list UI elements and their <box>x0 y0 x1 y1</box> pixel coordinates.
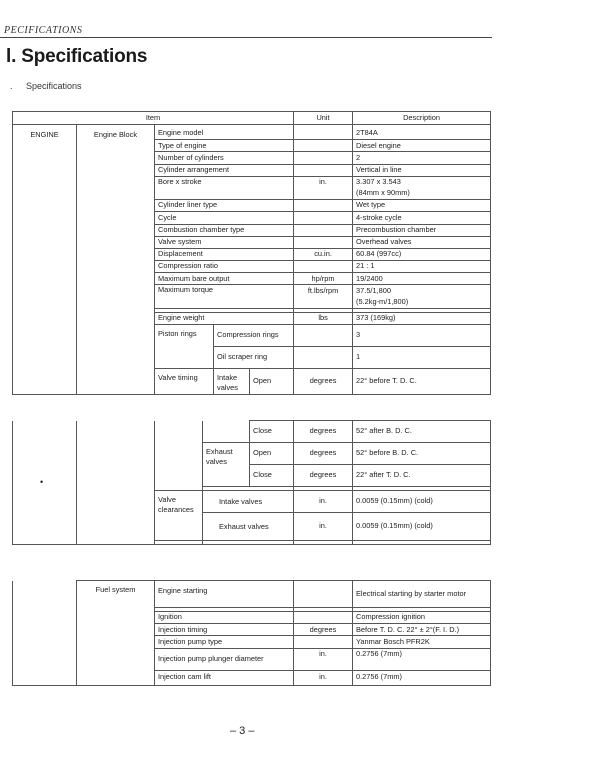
group-engine-block: Engine Block <box>77 128 155 395</box>
header-description: Description <box>353 112 491 125</box>
description-cell: Overhead valves <box>353 236 491 248</box>
page-title: l. Specifications <box>6 46 148 67</box>
description-cell: 0.2756 (7mm) <box>353 670 491 685</box>
item-cell: Maximum torque <box>155 285 294 308</box>
running-head: PECIFICATIONS <box>4 25 83 36</box>
item-cell: Cycle <box>155 212 294 224</box>
specifications-table <box>12 111 491 395</box>
description-cell: 0.2756 (7mm) <box>353 648 491 670</box>
description-cell: 52° before B. D. C. <box>353 443 491 465</box>
unit-cell <box>294 164 353 176</box>
unit-cell <box>294 636 353 648</box>
description-cell: 4-stroke cycle <box>353 212 491 224</box>
open-label: Open <box>250 369 294 395</box>
description-cell: Precombustion chamber <box>353 224 491 236</box>
unit-cell: lbs <box>294 312 353 324</box>
page-number: – 3 – <box>230 725 255 737</box>
item-cell: Oil scraper ring <box>214 347 294 369</box>
description-cell: Electrical starting by starter motor <box>353 581 491 608</box>
item-cell: Combustion chamber type <box>155 224 294 236</box>
unit-cell: in. <box>294 513 353 541</box>
clearance-intake-label: Intake valves <box>203 491 294 513</box>
description-cell: 3 <box>353 325 491 347</box>
item-cell: Cylinder arrangement <box>155 164 294 176</box>
description-cell: 2T84A <box>353 128 491 140</box>
description-cell: 19/2400 <box>353 273 491 285</box>
item-cell: Compression ratio <box>155 261 294 273</box>
unit-cell: hp/rpm <box>294 273 353 285</box>
fuel-system-table <box>12 580 491 686</box>
item-cell: Number of cylinders <box>155 152 294 164</box>
table-row <box>13 128 491 140</box>
exhaust-valves-label: Exhaust valves <box>203 443 250 487</box>
item-cell: Displacement <box>155 248 294 260</box>
unit-cell: degrees <box>294 465 353 487</box>
unit-cell: in. <box>294 176 353 188</box>
description-cell: 373 (169kg) <box>353 312 491 324</box>
description-cell: 1 <box>353 347 491 369</box>
description-cell-2: (5.2kg-m/1,800) <box>353 297 491 309</box>
specifications-table-cont <box>12 420 491 545</box>
item-cell: Maximum bare output <box>155 273 294 285</box>
unit-cell: in. <box>294 648 353 670</box>
description-cell: 22° before T. D. C. <box>353 369 491 395</box>
piston-rings-label: Piston rings <box>155 325 214 369</box>
header-item: Item <box>13 112 294 125</box>
unit-cell: degrees <box>294 369 353 395</box>
table-header-row <box>13 112 491 125</box>
close-label: Close <box>250 421 294 443</box>
item-cell: Cylinder liner type <box>155 200 294 212</box>
description-cell: 37.5/1,800 <box>353 285 491 297</box>
unit-cell: ft.lbs/rpm <box>294 285 353 297</box>
item-cell: Injection timing <box>155 624 294 636</box>
item-cell: Injection pump type <box>155 636 294 648</box>
unit-cell <box>294 128 353 140</box>
unit-cell: degrees <box>294 624 353 636</box>
unit-cell <box>294 212 353 224</box>
description-cell: Diesel engine <box>353 140 491 152</box>
open-label: Open <box>250 443 294 465</box>
description-cell: Compression ignition <box>353 612 491 624</box>
table-row <box>13 421 491 443</box>
item-cell: Engine weight <box>155 312 294 324</box>
group-engine: ENGINE <box>13 128 77 395</box>
clearance-exhaust-label: Exhaust valves <box>203 513 294 541</box>
header-unit: Unit <box>294 112 353 125</box>
item-cell: Injection cam lift <box>155 670 294 685</box>
description-cell: 52° after B. D. C. <box>353 421 491 443</box>
description-cell: Wet type <box>353 200 491 212</box>
description-cell-2: (84mm x 90mm) <box>353 188 491 200</box>
unit-cell <box>294 612 353 624</box>
item-cell: Injection pump plunger diameter <box>155 648 294 670</box>
intake-valves-label: Intake valves <box>214 369 250 395</box>
unit-cell: cu.in. <box>294 248 353 260</box>
item-cell: Engine starting <box>155 581 294 608</box>
item-cell: Type of engine <box>155 140 294 152</box>
header-rule <box>0 37 492 38</box>
description-cell: 60.84 (997cc) <box>353 248 491 260</box>
close-label: Close <box>250 465 294 487</box>
description-cell: 0.0059 (0.15mm) (cold) <box>353 491 491 513</box>
unit-cell <box>294 261 353 273</box>
margin-mark: • <box>40 477 44 487</box>
description-cell: Yanmar Bosch PFR2K <box>353 636 491 648</box>
subsection-bullet: . <box>10 81 13 91</box>
description-cell: 0.0059 (0.15mm) (cold) <box>353 513 491 541</box>
valve-timing-label: Valve timing <box>155 369 214 395</box>
description-cell: 21 : 1 <box>353 261 491 273</box>
unit-cell <box>294 152 353 164</box>
unit-cell: in. <box>294 491 353 513</box>
item-cell: Ignition <box>155 612 294 624</box>
item-cell: Bore x stroke <box>155 176 294 199</box>
description-cell: Before T. D. C. 22° ± 2°(F. I. D.) <box>353 624 491 636</box>
unit-cell <box>294 224 353 236</box>
group-fuel-system: Fuel system <box>77 581 155 686</box>
table-row <box>13 581 491 608</box>
unit-cell <box>294 140 353 152</box>
unit-cell: degrees <box>294 421 353 443</box>
subsection-heading <box>10 81 82 91</box>
description-cell: 2 <box>353 152 491 164</box>
description-cell: 22° after T. D. C. <box>353 465 491 487</box>
valve-clearances-label: Valve clearances <box>155 491 203 541</box>
item-cell: Compression rings <box>214 325 294 347</box>
unit-cell <box>294 236 353 248</box>
unit-cell: in. <box>294 670 353 685</box>
description-cell: 3.307 x 3.543 <box>353 176 491 188</box>
unit-cell <box>294 200 353 212</box>
item-cell: Valve system <box>155 236 294 248</box>
subsection-label: Specifications <box>26 81 82 91</box>
description-cell: Vertical in line <box>353 164 491 176</box>
unit-cell: degrees <box>294 443 353 465</box>
item-cell: Engine model <box>155 128 294 140</box>
